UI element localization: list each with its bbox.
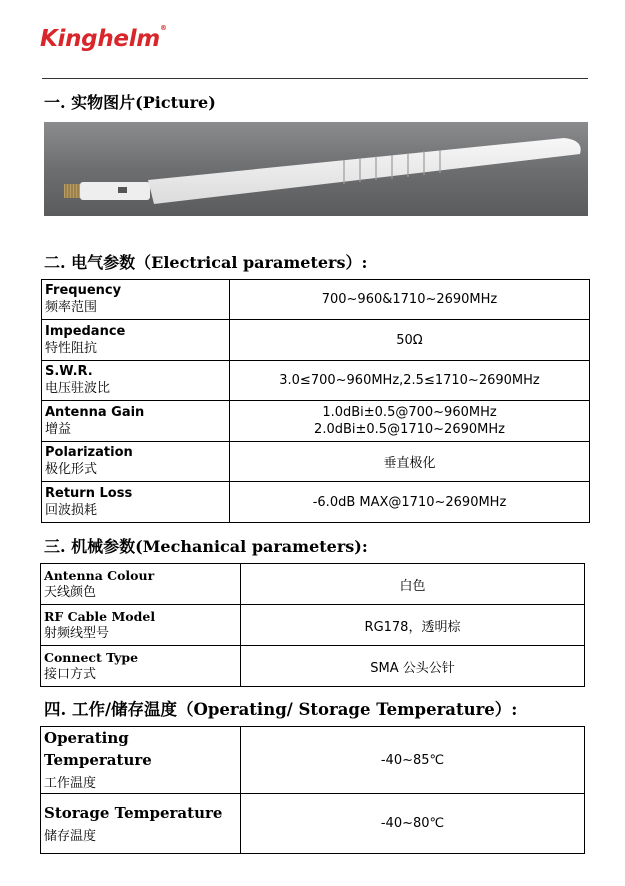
param-name-en: Storage Temperature <box>44 803 223 822</box>
param-name-cn: 回波损耗 <box>45 502 98 518</box>
param-value: 白色 <box>241 564 585 605</box>
param-value-line: 1.0dBi±0.5@700~960MHz <box>322 405 497 420</box>
param-value: 垂直极化 <box>230 442 590 482</box>
param-name-cn: 射频线型号 <box>44 625 110 641</box>
table-row <box>41 646 585 687</box>
param-label-cell <box>42 401 230 442</box>
table-row <box>41 564 585 605</box>
electrical-table <box>41 279 590 523</box>
header-divider <box>42 78 588 79</box>
param-name-en: Polarization <box>45 445 133 460</box>
param-label-cell <box>41 605 241 646</box>
registered-mark: ® <box>159 24 167 32</box>
param-value: -40~85℃ <box>241 727 585 794</box>
param-label-cell <box>42 320 230 361</box>
param-name-cn: 频率范围 <box>45 300 98 315</box>
antenna-photo <box>44 122 588 216</box>
param-value: -6.0dB MAX@1710~2690MHz <box>230 482 590 523</box>
table-row <box>42 442 590 482</box>
param-value: SMA 公头公针 <box>241 646 585 687</box>
antenna-image <box>44 122 588 216</box>
param-name-en: Return Loss <box>45 485 133 501</box>
table-row <box>41 605 585 646</box>
param-value: 700~960&1710~2690MHz <box>230 280 590 320</box>
param-name-en: Antenna Gain <box>45 404 145 420</box>
table-row <box>41 727 585 794</box>
param-name-en: Antenna Colour <box>44 567 155 583</box>
param-name-cn: 储存温度 <box>44 828 97 844</box>
param-name-cn: 特性阻抗 <box>45 340 98 356</box>
param-label-cell <box>41 564 241 605</box>
param-name-en: Connect Type <box>44 649 139 665</box>
temperature-table <box>40 726 585 854</box>
table-row <box>42 361 590 401</box>
param-name-cn: 接口方式 <box>44 666 97 682</box>
param-value <box>230 401 590 442</box>
param-label-cell <box>41 646 241 687</box>
param-label-cell <box>42 361 230 401</box>
param-name-cn: 电压驻波比 <box>45 381 111 396</box>
mechanical-table <box>40 563 585 687</box>
param-label-cell <box>41 727 241 794</box>
param-name-en: Operating Temperature <box>44 729 152 769</box>
table-row <box>42 280 590 320</box>
param-name-en: Frequency <box>45 283 122 298</box>
param-label-cell <box>41 794 241 854</box>
brand-logo <box>40 26 167 52</box>
table-row <box>42 482 590 523</box>
param-label-cell <box>42 280 230 320</box>
param-label-cell <box>42 482 230 523</box>
param-value-line: 2.0dBi±0.5@1710~2690MHz <box>314 422 505 437</box>
param-value: 50Ω <box>230 320 590 361</box>
param-name-en: Impedance <box>45 323 126 339</box>
section-heading-electrical: 二. 电气参数（Electrical parameters）: <box>44 253 368 272</box>
brand-logo-text: Kinghelm <box>40 26 160 52</box>
table-row <box>42 320 590 361</box>
param-value: RG178，透明棕 <box>241 605 585 646</box>
section-heading-mechanical: 三. 机械参数(Mechanical parameters): <box>44 537 368 556</box>
param-label-cell <box>42 442 230 482</box>
param-name-en: S.W.R. <box>45 364 93 379</box>
param-name-en: RF Cable Model <box>44 608 156 624</box>
section-heading-picture: 一. 实物图片(Picture) <box>44 93 216 112</box>
param-value: 3.0≤700~960MHz,2.5≤1710~2690MHz <box>230 361 590 401</box>
param-name-cn: 增益 <box>45 421 72 437</box>
param-name-cn: 天线颜色 <box>44 584 97 600</box>
section-heading-temperature: 四. 工作/储存温度（Operating/ Storage Temperature）: <box>44 700 518 719</box>
table-row <box>42 401 590 442</box>
table-row <box>41 794 585 854</box>
param-name-cn: 工作温度 <box>44 776 97 791</box>
param-name-cn: 极化形式 <box>45 462 98 477</box>
param-value: -40~80℃ <box>241 794 585 854</box>
